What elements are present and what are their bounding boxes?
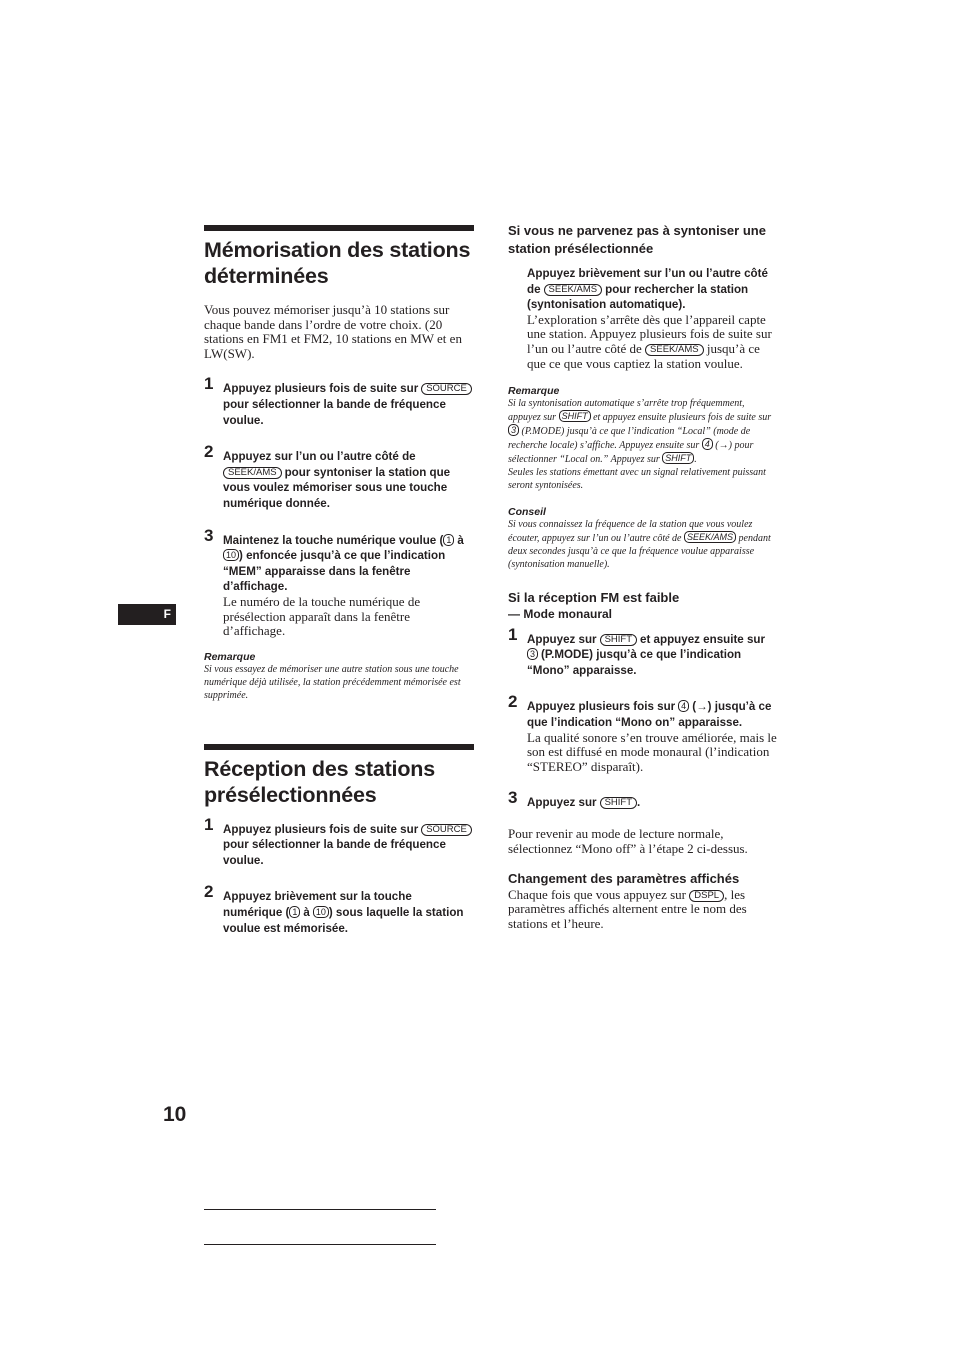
tip-heading: Conseil [508,506,546,519]
heading-seek-fail: Si vous ne parvenez pas à syntoniser une station présélectionnée [508,223,766,256]
key-10: 10 [313,906,329,918]
step-2: 2 Appuyez brièvement sur la touche numérique ( 1 à 10 ) sous laquelle la station voulue est mémorisée. [204,882,464,935]
subheading-mono: — Mode monaural [508,606,613,621]
tip-text: Si vous connaissez la fréquence de la station que vous voulez écouter, appuyez sur l’un ou l’autre côté de SEEK/AMS pendant deux secondes jusqu’à ce que la fréquence voulue apparaisse (syntonisation manuelle). [508,519,771,571]
step-number: 1 [204,814,214,834]
shift-key: SHIFT [600,797,637,809]
shift-key: SHIFT [662,452,694,464]
shift-key: SHIFT [559,410,591,422]
step-1: 1 Appuyez plusieurs fois de suite sur SOURCE pour sélectionner la bande de fréquence voulue. [204,381,474,428]
note-heading: Remarque [508,385,560,398]
seek-ams-key: SEEK/AMS [544,284,603,296]
fm-step-2: 2 Appuyez plusieurs fois sur 4 (→) jusqu’à ce que l’indication “Mono on” apparaisse. La qualité sonore s’en trouve améliorée, mais le son est diffusé en mode monaural (l’indication “STEREO” disparaît). [508,692,777,774]
step-number: 2 [204,442,214,462]
key-1: 1 [443,534,454,546]
source-key: SOURCE [421,383,472,395]
step-1: 1 Appuyez plusieurs fois de suite sur SOURCE pour sélectionner la bande de fréquence voulue. [204,822,474,869]
right-column [508,222,778,931]
section-rule [204,225,474,231]
step-number: 1 [508,624,518,644]
seek-instruction: Appuyez brièvement sur l’un ou l’autre côté de SEEK/AMS pour rechercher la station (syntonisation automatique). L’exploration s’arrête dès que l’appareil capte une station. Appuyez plusieurs fois de suite sur l’un ou l’autre côté de SEEK/AMS jusqu’à ce que ce que vous captiez la station voulue. [527,267,772,371]
page-number: 10 [163,1103,187,1126]
source-key: SOURCE [421,824,472,836]
step-number: 2 [508,692,518,712]
seek-detail: L’exploration s’arrête dès que l’appareil capte une station. Appuyez plusieurs fois de suite sur l’un ou l’autre côté de [527,311,772,356]
section-title-memorisation: Mémorisation des stations déterminées [204,238,471,288]
footer-line [204,1244,436,1245]
note-heading: Remarque [204,650,256,663]
step-number: 3 [508,788,518,808]
mono-off-paragraph: Pour revenir au mode de lecture normale, sélectionnez “Mono off” à l’étape 2 ci-dessus. [508,826,748,856]
footer-line [204,1209,436,1210]
step-number: 2 [204,882,214,902]
step-3: 3 Maintenez la touche numérique voulue ( 1 à 10 ) enfoncée jusqu’à ce que l’indication “MEM” apparaisse dans la fenêtre d’affichage. Le numéro de la touche numérique de présélection apparaît dans la fenêtre d’affichage. [204,533,474,639]
key-10: 10 [223,549,239,561]
fm-step-3: 3 Appuyez sur SHIFT . [508,788,641,810]
left-column [204,225,474,936]
right-arrow-icon: → [718,440,729,452]
key-4: 4 [678,700,689,712]
key-3: 3 [527,648,538,660]
step-3-detail: Le numéro de la touche numérique de présélection apparaît dans la fenêtre d’affichage. [223,593,421,639]
right-arrow-icon: → [696,700,708,714]
seek-ams-key: SEEK/AMS [645,344,704,356]
intro-paragraph: Vous pouvez mémoriser jusqu’à 10 stations sur chaque bande dans l’ordre de votre choix. (20 stations en FM1 et FM2, 10 stations en MW et en LW(SW). [204,302,462,361]
shift-key: SHIFT [600,634,637,646]
dspl-key: DSPL [689,890,724,902]
step-2: 2 Appuyez sur l’un ou l’autre côté de SEEK/AMS pour syntoniser la station que vous voulez mémoriser sous une touche numérique donnée. [204,442,451,510]
key-1: 1 [289,906,300,918]
key-4: 4 [702,438,713,450]
step-number: 3 [204,525,214,545]
seek-ams-key: SEEK/AMS [223,467,282,479]
display-paragraph: Chaque fois que vous appuyez sur DSPL , les paramètres affichés alternent entre le nom des stations et l’heure. [508,886,747,931]
section-rule [204,744,474,750]
note-text: Si vous essayez de mémoriser une autre station sous une touche numérique déjà utilisée, la station précédemment mémorisée est supprimée. [204,663,461,701]
fm-step-2-detail: La qualité sonore s’en trouve améliorée, mais le son est diffusé en mode monaural (l’indication “STEREO” disparaît). [527,729,777,774]
step-number: 1 [204,374,214,394]
note-text: Si la syntonisation automatique s’arrête trop fréquemment, appuyez sur SHIFT et appuyez ensuite plusieurs fois de suite sur 3 (P.MODE) jusqu’à ce que l’indication “Local” (mode de recherche locale) s’affiche. Appuyez ensuite sur 4 (→) pour sélectionner “Local on.” Appuyez sur SHIFT . [508,398,772,466]
heading-display: Changement des paramètres affichés [508,871,740,887]
language-tab: F [118,604,176,625]
fm-step-1: 1 Appuyez sur SHIFT et appuyez ensuite sur 3 (P.MODE) jusqu’à ce que l’indication “Mono” apparaisse. [508,624,766,677]
seek-ams-key: SEEK/AMS [684,531,736,543]
section-title-reception: Réception des stations présélectionnées [204,756,435,807]
key-3: 3 [508,424,519,436]
note-text-2: Seules les stations émettant avec un signal relativement puissant seront syntonisées. [508,467,766,492]
heading-fm-weak: Si la réception FM est faible [508,590,680,606]
